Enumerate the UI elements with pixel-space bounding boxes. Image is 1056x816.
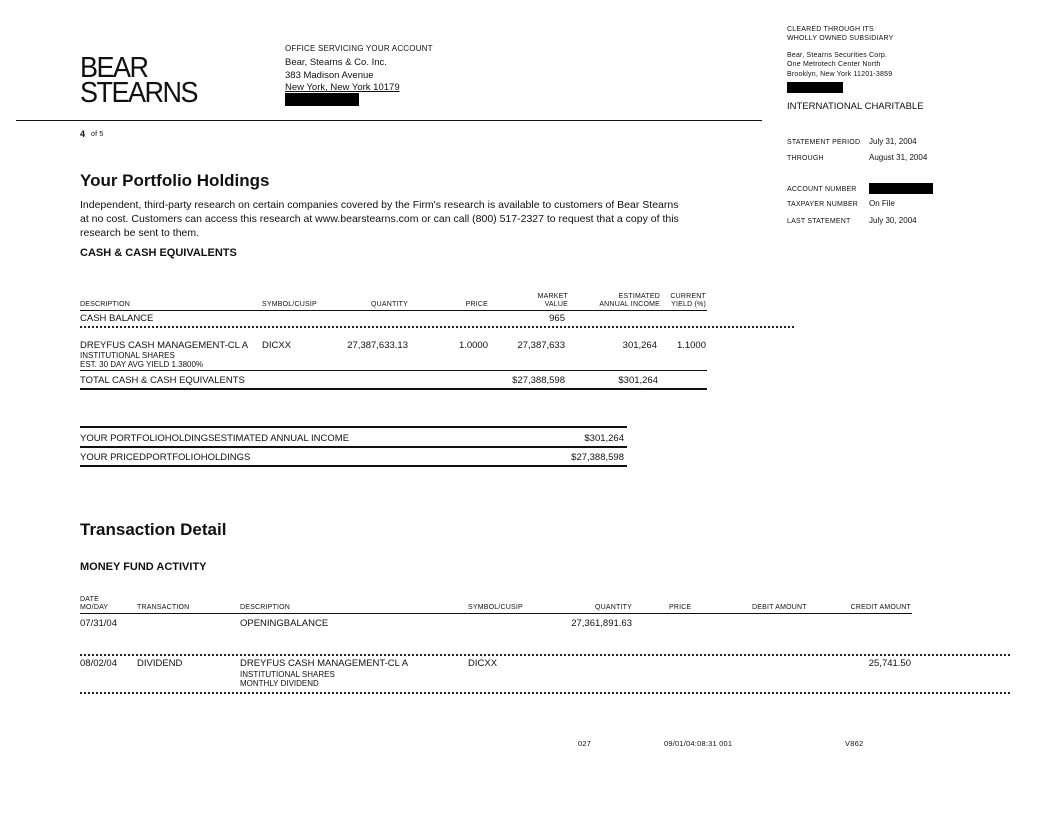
office-heading: OFFICE SERVICING YOUR ACCOUNT	[285, 44, 433, 53]
page-number: 4	[80, 129, 86, 139]
tx-row-2-desc-line-3: MONTHLY DIVIDEND	[240, 679, 319, 688]
fund-yield: 1.1000	[676, 340, 706, 351]
dotted-separator	[80, 692, 1010, 694]
footer-code-1: 027	[578, 739, 592, 748]
clearing-line-2: WHOLLY OWNED SUBSIDIARY	[787, 35, 894, 42]
fund-market-value: 27,387,633	[517, 340, 565, 351]
header-rule	[16, 120, 762, 121]
summary-bottom-rule	[80, 465, 627, 467]
col-date-2: MO/DAY	[80, 604, 109, 611]
footer-timestamp: 09/01/04:08:31 001	[664, 739, 733, 748]
last-statement-label: LAST STATEMENT	[787, 218, 851, 225]
total-bottom-rule	[80, 388, 707, 390]
redacted-block	[285, 93, 359, 106]
fund-price: 1.0000	[458, 340, 488, 351]
tx-row-2-description: DREYFUS CASH MANAGEMENT-CL A	[240, 658, 409, 669]
holdings-title: Your Portfolio Holdings	[80, 171, 270, 190]
clearing-address-2: Brooklyn, New York 11201-3859	[787, 71, 893, 78]
clearing-line-1: CLEARED THROUGH ITS	[787, 26, 874, 33]
money-fund-section-title: MONEY FUND ACTIVITY	[80, 561, 207, 573]
col-description: DESCRIPTION	[80, 301, 131, 308]
col-est-income-1: ESTIMATED	[618, 293, 660, 300]
summary-priced-value: $27,388,598	[571, 452, 624, 463]
office-street: 383 Madison Avenue	[285, 70, 374, 81]
col-yield-1: CURRENT	[670, 293, 706, 300]
col-market-value-1: MARKET	[537, 293, 568, 300]
taxpayer-label: TAXPAYER NUMBER	[787, 201, 859, 208]
fund-line-2: INSTITUTIONAL SHARES	[80, 351, 175, 360]
office-city: New York, New York 10179	[285, 82, 400, 93]
tx-row-2-type: DIVIDEND	[137, 658, 183, 669]
account-label: ACCOUNT NUMBER	[787, 186, 857, 193]
clearing-corp: Bear, Stearns Securities Corp.	[787, 52, 888, 59]
logo-line-2: STEARNS	[80, 76, 198, 109]
total-label: TOTAL CASH & CASH EQUIVALENTS	[80, 375, 245, 386]
col-tx-symbol: SYMBOL/CUSIP	[468, 604, 523, 611]
col-market-value-2: VALUE	[544, 301, 568, 308]
col-price: PRICE	[465, 301, 488, 308]
office-name: Bear, Stearns & Co. Inc.	[285, 57, 387, 68]
fund-quantity: 27,387,633.13	[347, 340, 408, 351]
fund-name: DREYFUS CASH MANAGEMENT-CL A	[80, 340, 249, 351]
tx-row-1-description: OPENINGBALANCE	[240, 618, 329, 629]
through-value: August 31, 2004	[869, 153, 928, 162]
col-date-1: DATE	[80, 596, 99, 603]
col-tx-description: DESCRIPTION	[240, 604, 291, 611]
fund-est-income: 301,264	[622, 340, 657, 351]
account-name: INTERNATIONAL CHARITABLE	[787, 101, 924, 112]
taxpayer-value: On File	[869, 199, 895, 208]
col-tx-price: PRICE	[669, 604, 692, 611]
research-notice: Independent, third-party research on certain companies covered by the Firm's research is available to customers of Bear Stearns at no cost. Customers can access this research at www.bearstearns.com or can call (800) 517-2327 to request that a copy of this research be sent to them.	[80, 199, 679, 239]
summary-middle-rule	[80, 446, 627, 448]
tx-header-rule	[80, 613, 912, 614]
total-est-income: $301,264	[618, 375, 658, 386]
col-transaction: TRANSACTION	[137, 604, 190, 611]
tx-row-1-quantity: 27,361,891.63	[571, 618, 632, 629]
col-tx-credit: CREDIT AMOUNT	[850, 604, 911, 611]
tx-row-2-symbol: DICXX	[468, 658, 498, 669]
col-tx-debit: DEBIT AMOUNT	[752, 604, 807, 611]
col-symbol: SYMBOL/CUSIP	[262, 301, 317, 308]
fund-symbol: DICXX	[262, 340, 292, 351]
total-market-value: $27,388,598	[512, 375, 565, 386]
cash-section-title: CASH & CASH EQUIVALENTS	[80, 247, 237, 259]
total-top-rule	[80, 370, 707, 371]
tx-row-1-date: 07/31/04	[80, 618, 117, 629]
tx-row-2-credit: 25,741.50	[868, 658, 911, 669]
col-quantity: QUANTITY	[371, 301, 408, 308]
page-of: of 5	[91, 131, 104, 138]
redacted-block	[787, 82, 843, 93]
footer-code-2: V862	[845, 739, 864, 748]
last-statement-value: July 30, 2004	[869, 216, 917, 225]
summary-income-label: YOUR PORTFOLIOHOLDINGSESTIMATED ANNUAL INCOME	[80, 433, 350, 444]
tx-row-2-date: 08/02/04	[80, 658, 117, 669]
cash-balance-label: CASH BALANCE	[80, 313, 154, 324]
col-tx-quantity: QUANTITY	[595, 604, 632, 611]
redacted-account-number	[869, 183, 933, 194]
dotted-separator	[80, 326, 794, 328]
through-label: THROUGH	[787, 155, 824, 162]
fund-line-3: EST. 30 DAY AVG YIELD 1.3800%	[80, 360, 204, 369]
period-value: July 31, 2004	[869, 137, 917, 146]
period-label: STATEMENT PERIOD	[787, 139, 861, 146]
logo-line-1: BEAR	[80, 51, 148, 84]
tx-row-2-desc-line-2: INSTITUTIONAL SHARES	[240, 670, 335, 679]
bear-stearns-logo	[80, 51, 198, 109]
col-yield-2: YIELD (%)	[671, 301, 706, 308]
cash-balance-value: 965	[549, 313, 565, 324]
clearing-address-1: One Metrotech Center North	[787, 61, 881, 68]
summary-priced-label: YOUR PRICEDPORTFOLIOHOLDINGS	[80, 452, 251, 463]
holdings-header-rule	[80, 310, 707, 311]
col-est-income-2: ANNUAL INCOME	[599, 301, 660, 308]
transactions-title: Transaction Detail	[80, 520, 227, 539]
dotted-separator	[80, 654, 1010, 656]
summary-top-rule	[80, 426, 627, 428]
summary-income-value: $301,264	[584, 433, 624, 444]
